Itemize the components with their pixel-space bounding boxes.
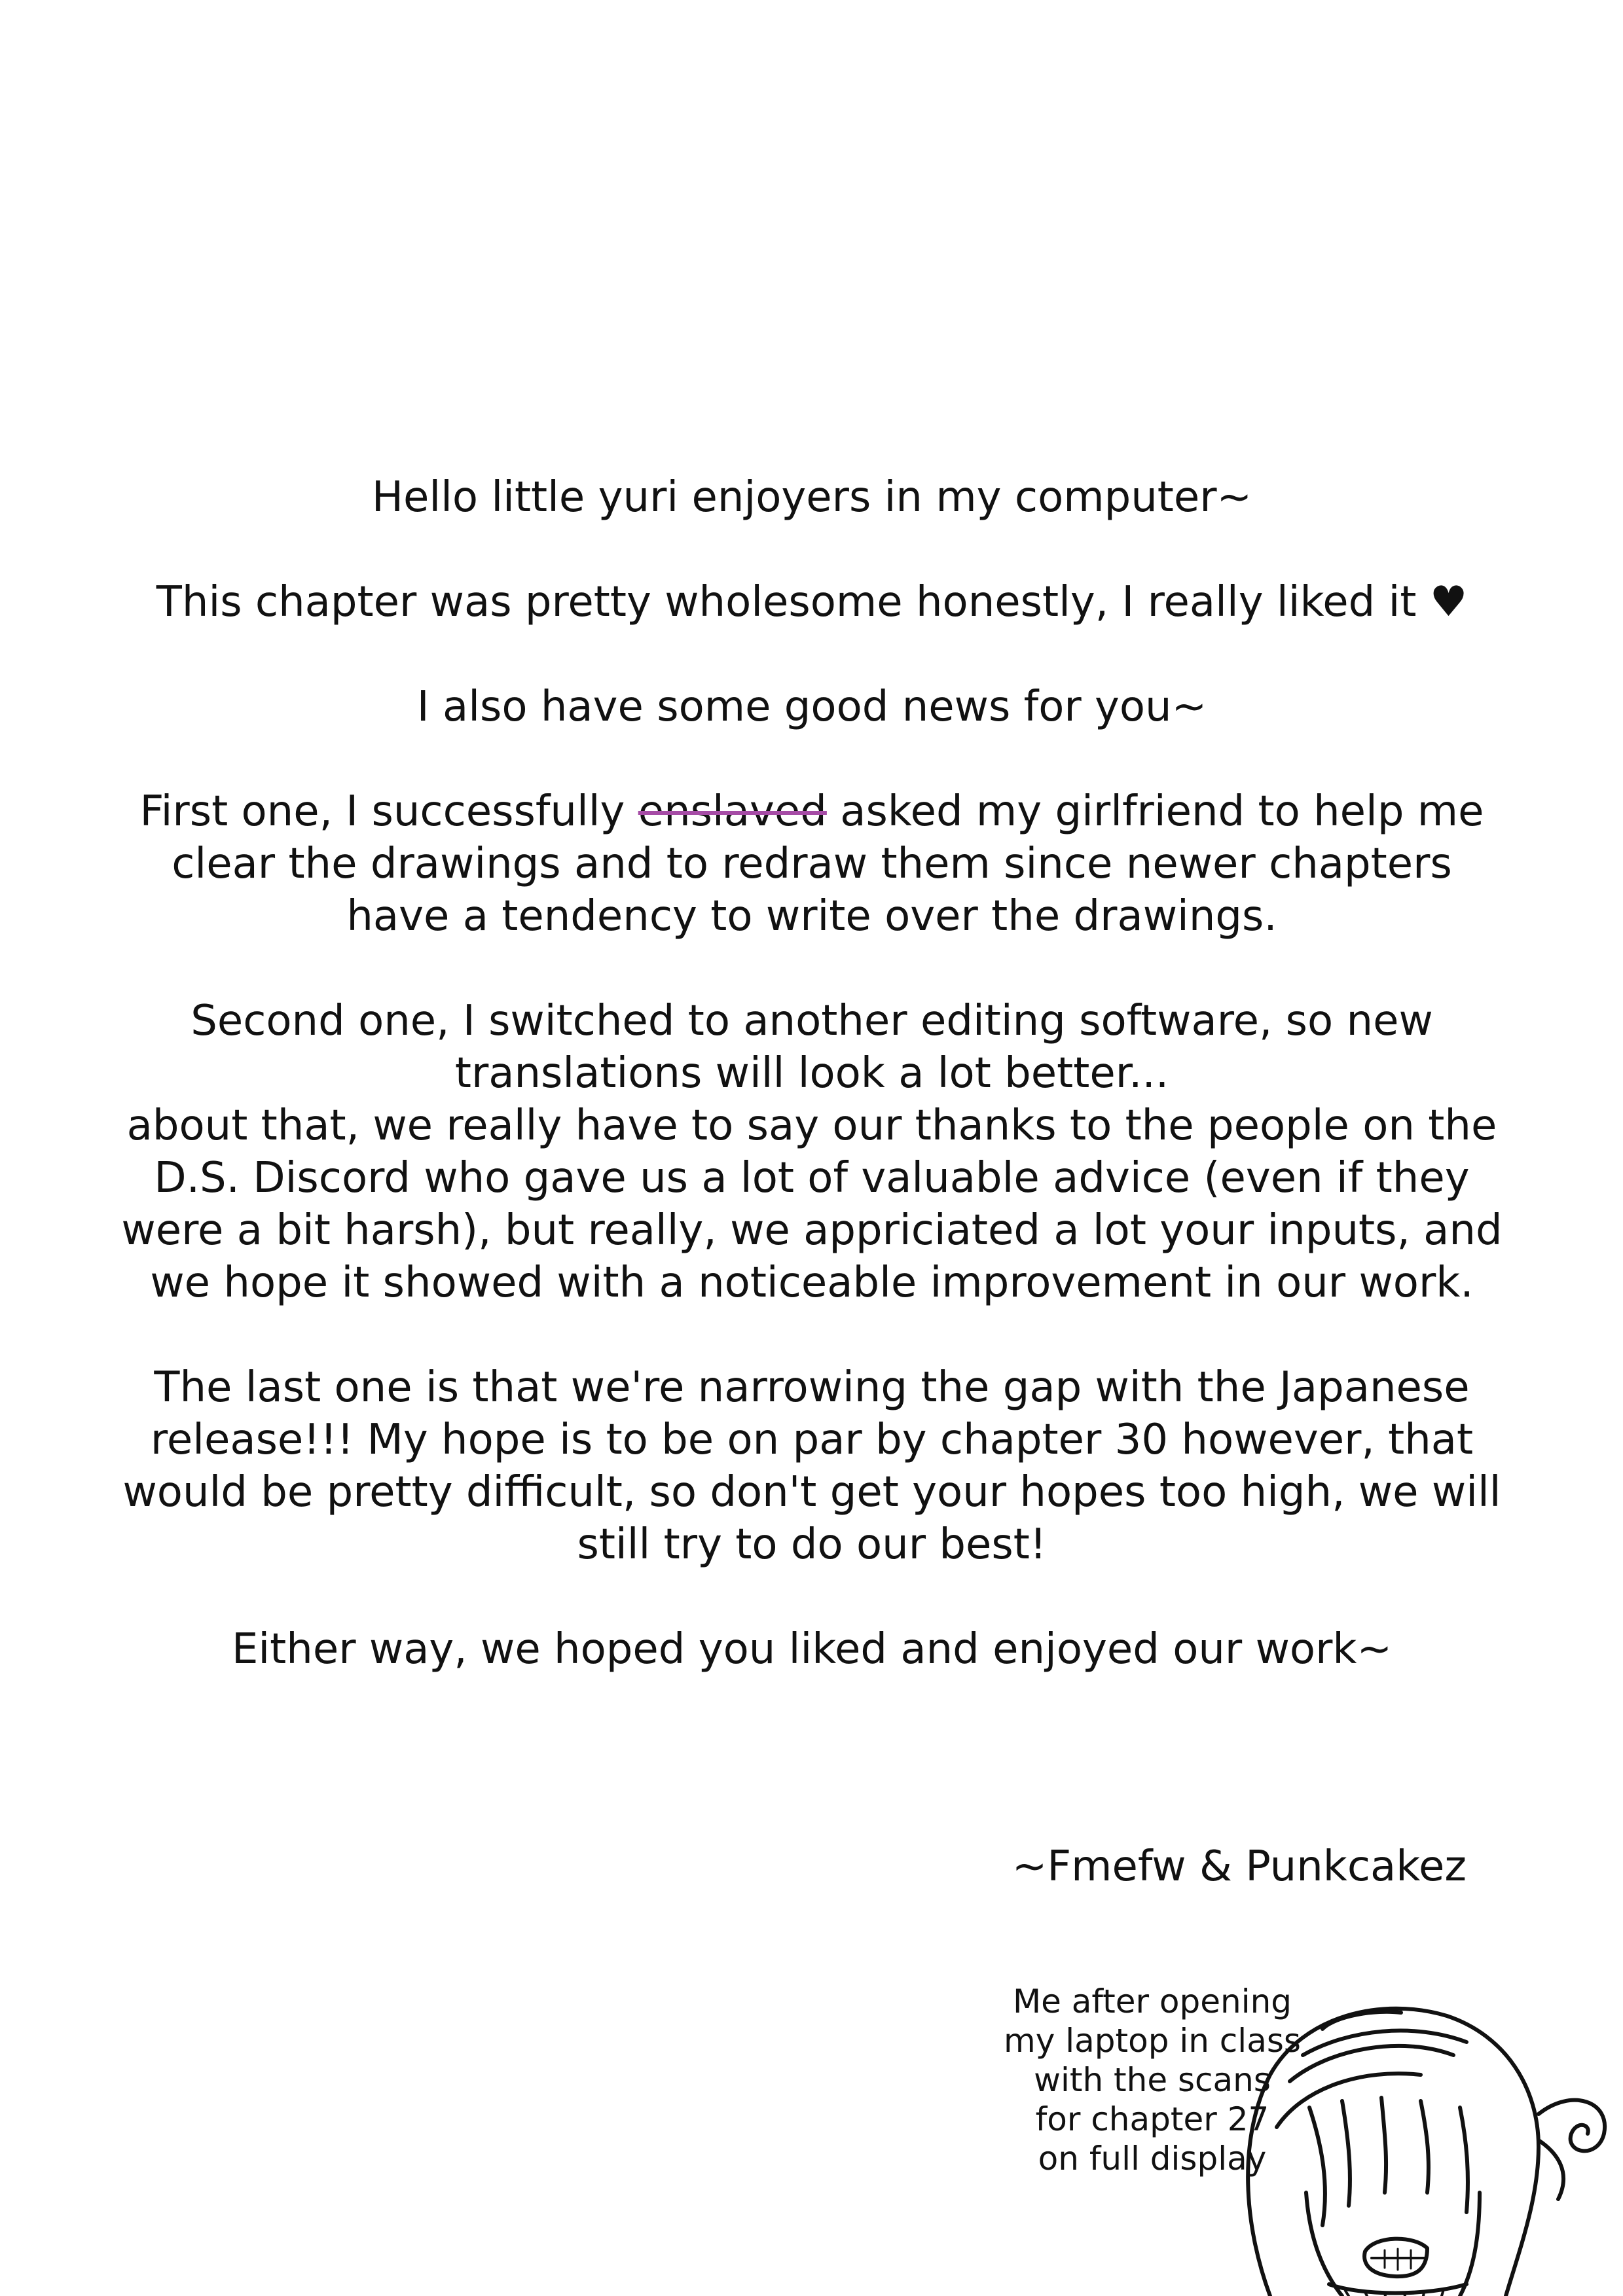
chapter-text: This chapter was pretty wholesome honestly, I really liked it [156,578,1417,626]
caption-line-1: Me after opening [1012,1982,1292,2020]
struck-word: enslaved [638,787,827,836]
translator-note [118,471,1506,1728]
greeting-line: Hello little yuri enjoyers in my computer~ [371,473,1252,522]
signature: ~Fmefw & Punkcakez [1012,1842,1467,1891]
caption-line-2: my laptop in class [1004,2022,1301,2060]
caption-line-5: on full display [1038,2140,1267,2178]
first-news-paragraph [118,785,1506,942]
hair-curl [1539,2100,1605,2151]
second-news-paragraph: Second one, I switched to another editing software, so new translations will look a lot better... [191,997,1433,1098]
chapter-line [118,576,1506,628]
third-news-paragraph: The last one is that we're narrowing the gap with the Japanese release!!! My hope is to be on par by chapter 30 however, that would be pretty difficult, so don't get your hopes too high, we will still try to do our best! [122,1363,1501,1569]
heart-icon: ♥ [1429,578,1468,626]
caption-line-3: with the scans [1034,2061,1271,2099]
embarrassed-girl-drawing [1231,1977,1623,2296]
first-news-prefix: First one, I successfully [139,787,625,836]
first-news-suffix: asked my girlfriend to help me clear the drawings and to redraw them since newer chapters have a tendency to write over the drawings. [172,787,1484,941]
thanks-paragraph: about that, we really have to say our thanks to the people on the D.S. Discord who gave us a lot of valuable advice (even if they were a bit harsh), but really, we appriciated a lot your inputs, and we hope it showed with a noticeable improvement in our work. [121,1102,1503,1307]
news-intro-line: I also have some good news for you~ [416,683,1207,731]
caption-line-4: for chapter 27 [1035,2100,1269,2138]
closing-line: Either way, we hoped you liked and enjoyed our work~ [231,1625,1393,1674]
